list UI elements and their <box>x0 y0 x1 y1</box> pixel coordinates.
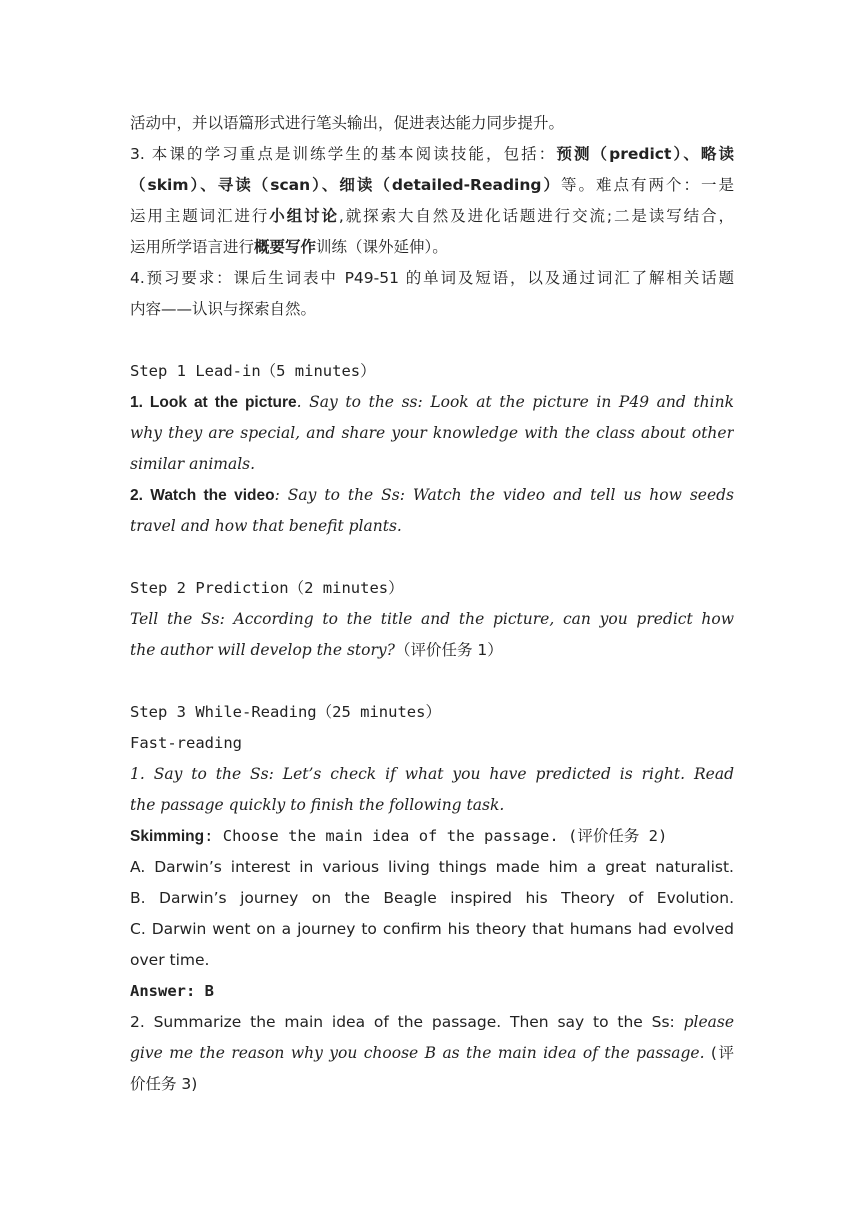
step-2-line-1: Tell the Ss: According to the title and the picture, can you predict how <box>130 610 734 628</box>
step-3-heading: Step 3 While-Reading（25 minutes） <box>130 703 441 721</box>
option-a: A. Darwin’s interest in various living things made him a great naturalist. <box>130 858 734 876</box>
intro-line-1: 活动中，并以语篇形式进行笔头输出，促进表达能力同步提升。 <box>130 114 565 132</box>
step-1-item-1-line-3: similar animals. <box>130 455 256 473</box>
step-3-q2-line-2: give me the reason why you choose B as the main idea of the passage. (评 <box>130 1044 734 1062</box>
step-1-item-1-line-2: why they are special, and share your knowledge with the class about other <box>130 424 734 442</box>
step-3-q1-line-1: 1. Say to the Ss: Let’s check if what you have predicted is right. Read <box>130 765 734 783</box>
skimming-line: Skimming: Choose the main idea of the passage. (评价任务 2) <box>130 827 668 845</box>
step-2-line-2: the author will develop the story?（评价任务 1） <box>130 641 503 659</box>
point-3-line-3: 运用主题词汇进行小组讨论,就探索大自然及进化话题进行交流;二是读写结合， <box>130 207 734 225</box>
step-1-item-2-line-2: travel and how that benefit plants. <box>130 517 402 535</box>
spacer <box>130 325 734 356</box>
document-page <box>130 108 734 1100</box>
point-3-line-2: （skim）、寻读（scan）、细读（detailed-Reading）等。难点有两个：一是 <box>130 176 734 194</box>
step-3-q2-line-3: 价任务 3) <box>130 1075 198 1093</box>
step-1-item-1-line-1: 1. Look at the picture. Say to the ss: Look at the picture in P49 and think <box>130 393 734 411</box>
step-3-q1-line-2: the passage quickly to finish the following task. <box>130 796 505 814</box>
point-4-line-1: 4.预习要求：课后生词表中 P49-51 的单词及短语，以及通过词汇了解相关话题 <box>130 269 734 287</box>
point-3-line-4: 运用所学语言进行概要写作训练（课外延伸）。 <box>130 238 448 256</box>
option-b: B. Darwin’s journey on the Beagle inspired his Theory of Evolution. <box>130 889 734 907</box>
spacer <box>130 542 734 573</box>
step-3-q2-line-1: 2. Summarize the main idea of the passage. Then say to the Ss: please <box>130 1013 734 1031</box>
step-3-subheading: Fast-reading <box>130 734 242 752</box>
step-1-heading: Step 1 Lead-in（5 minutes） <box>130 362 376 380</box>
answer: Answer: B <box>130 982 214 1000</box>
step-2-heading: Step 2 Prediction（2 minutes） <box>130 579 404 597</box>
option-c-line-2: over time. <box>130 951 210 969</box>
option-c-line-1: C. Darwin went on a journey to confirm his theory that humans had evolved <box>130 920 734 938</box>
spacer <box>130 666 734 697</box>
point-3-line-1: 3. 本课的学习重点是训练学生的基本阅读技能，包括：预测（predict）、略读 <box>130 145 734 163</box>
point-4-line-2: 内容——认识与探索自然。 <box>130 300 317 318</box>
step-1-item-2-line-1: 2. Watch the video: Say to the Ss: Watch the video and tell us how seeds <box>130 486 734 504</box>
